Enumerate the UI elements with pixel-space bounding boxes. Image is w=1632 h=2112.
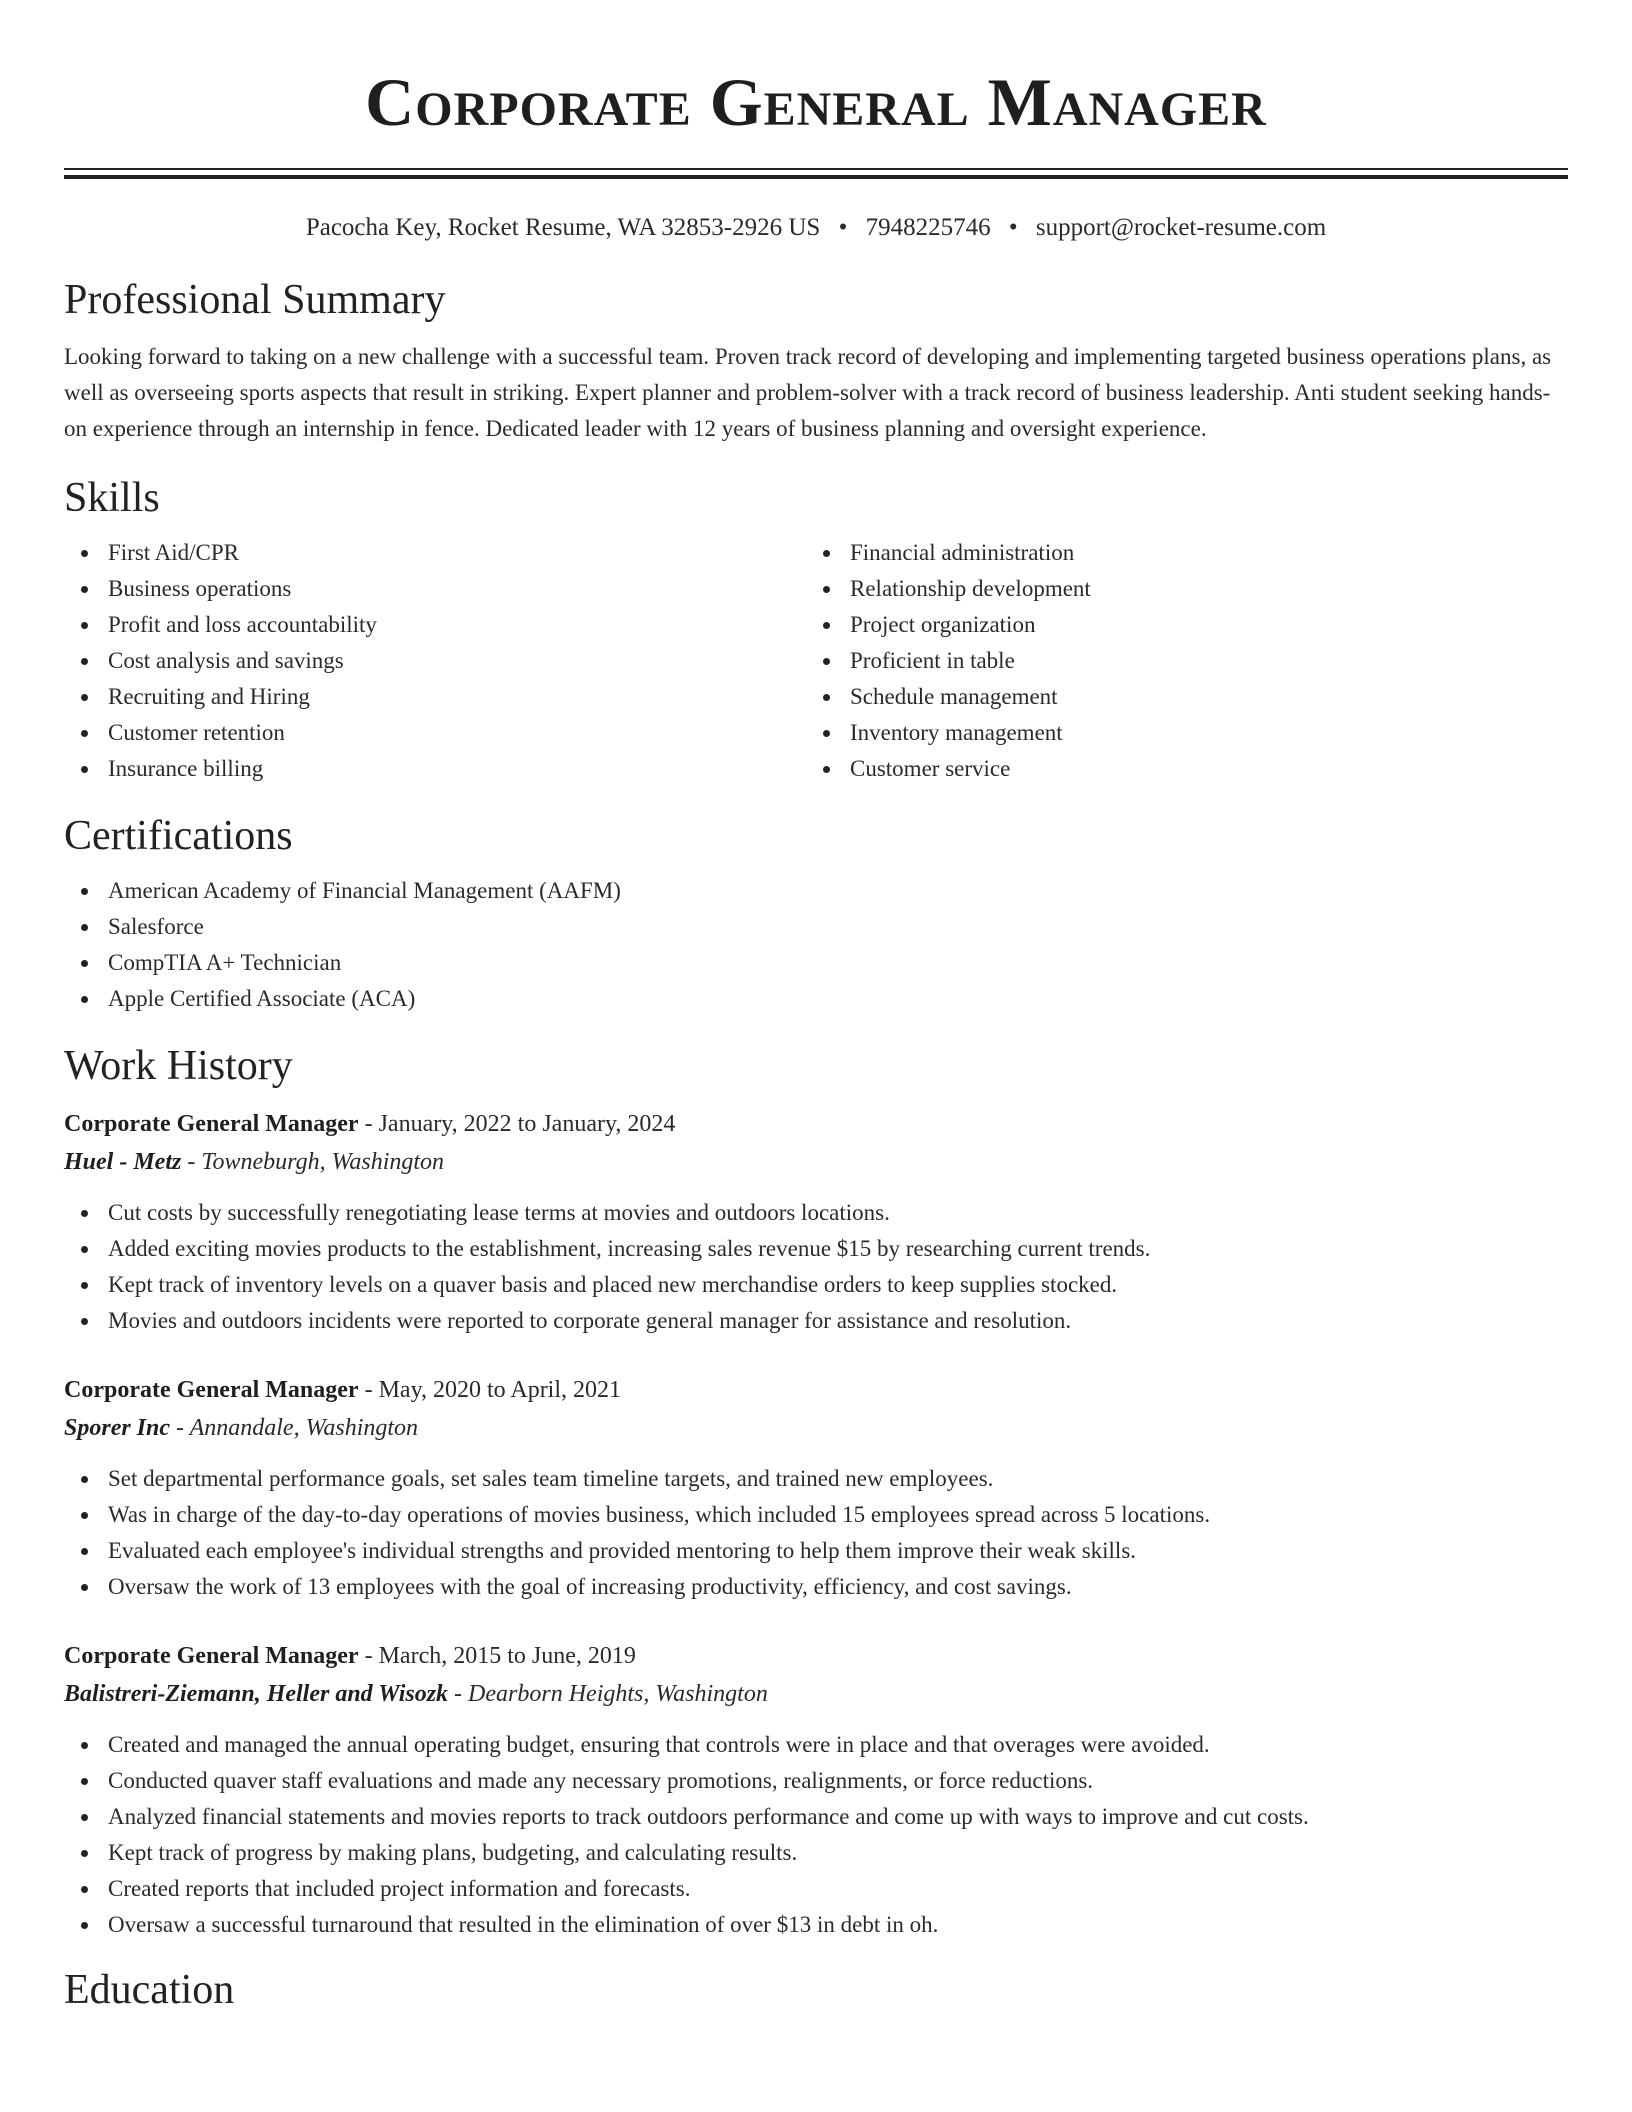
resume-title: Corporate General Manager (365, 64, 1267, 140)
job-bullet: Kept track of progress by making plans, budgeting, and calculating results. (64, 1835, 1568, 1871)
certifications-heading: Certifications (64, 813, 293, 859)
job-entry (64, 1371, 1568, 1605)
skill-item: Proficient in table (806, 643, 1548, 679)
contact-separator: • (1008, 214, 1018, 241)
job-bullets (64, 1195, 1568, 1339)
job-bullet: Evaluated each employee's individual strengths and provided mentoring to help them improve their weak skills. (64, 1533, 1568, 1569)
skill-item: Business operations (64, 571, 806, 607)
certification-item: American Academy of Financial Management (AAFM) (64, 873, 1568, 909)
job-bullet: Added exciting movies products to the establishment, increasing sales revenue $15 by researching current trends. (64, 1231, 1568, 1267)
job-location: Towneburgh, Washington (201, 1149, 445, 1175)
job-location: Dearborn Heights, Washington (468, 1681, 768, 1707)
contact-line (64, 213, 1568, 243)
title-rule-bottom (64, 175, 1568, 179)
certification-item: Salesforce (64, 909, 1568, 945)
job-employer: Sporer Inc - Annandale, Washington (64, 1415, 419, 1441)
job-company: Huel - Metz (64, 1149, 182, 1175)
resume-page (64, 0, 1568, 2015)
work-history-heading: Work History (64, 1043, 293, 1089)
job-bullet: Created reports that included project information and forecasts. (64, 1871, 1568, 1907)
skill-item: Inventory management (806, 715, 1548, 751)
skill-item: Customer service (806, 751, 1548, 787)
job-heading: Corporate General Manager - March, 2015 to June, 2019 (64, 1643, 636, 1669)
skill-item: First Aid/CPR (64, 535, 806, 571)
job-entry (64, 1637, 1568, 1943)
title-rule-top (64, 168, 1568, 170)
job-bullet: Oversaw a successful turnaround that resulted in the elimination of over $13 in debt in oh. (64, 1907, 1568, 1943)
contact-phone: 7948225746 (865, 214, 991, 241)
skill-item: Cost analysis and savings (64, 643, 806, 679)
skill-item: Project organization (806, 607, 1548, 643)
job-bullet: Analyzed financial statements and movies reports to track outdoors performance and come up with ways to improve and cut costs. (64, 1799, 1568, 1835)
job-bullet: Created and managed the annual operating budget, ensuring that controls were in place and that overages were avoided. (64, 1727, 1568, 1763)
job-dates: May, 2020 to April, 2021 (378, 1377, 622, 1403)
job-bullet: Movies and outdoors incidents were reported to corporate general manager for assistance and resolution. (64, 1303, 1568, 1339)
job-employer: Balistreri-Ziemann, Heller and Wisozk - Dearborn Heights, Washington (64, 1681, 768, 1707)
job-bullets (64, 1461, 1568, 1605)
job-employer: Huel - Metz - Towneburgh, Washington (64, 1149, 445, 1175)
contact-email: support@rocket-resume.com (1035, 214, 1327, 241)
job-bullet: Was in charge of the day-to-day operations of movies business, which included 15 employees spread across 5 locations. (64, 1497, 1568, 1533)
education-heading: Education (64, 1967, 235, 2013)
job-dates: March, 2015 to June, 2019 (378, 1643, 636, 1669)
job-title: Corporate General Manager (64, 1111, 359, 1137)
job-entry (64, 1105, 1568, 1339)
skill-item: Financial administration (806, 535, 1548, 571)
job-company: Sporer Inc (64, 1415, 171, 1441)
certification-item: Apple Certified Associate (ACA) (64, 981, 1568, 1017)
summary-heading: Professional Summary (64, 277, 446, 323)
skills-list-left (64, 535, 806, 787)
certifications-list (64, 873, 1568, 1017)
skill-item: Profit and loss accountability (64, 607, 806, 643)
skill-item: Schedule management (806, 679, 1548, 715)
job-heading: Corporate General Manager - January, 2022 to January, 2024 (64, 1111, 676, 1137)
job-company: Balistreri-Ziemann, Heller and Wisozk (64, 1681, 449, 1707)
job-bullet: Kept track of inventory levels on a quaver basis and placed new merchandise orders to keep supplies stocked. (64, 1267, 1568, 1303)
contact-separator: • (838, 214, 848, 241)
summary-text: Looking forward to taking on a new challenge with a successful team. Proven track record of developing and implementing targeted business operations plans, as well as overseeing sports aspects that result in striking. Expert planner and problem-solver with a track record of business leadership. Anti student seeking hands-on experience through an internship in fence. Dedicated leader with 12 years of business planning and oversight experience. (64, 344, 1552, 441)
job-bullets (64, 1727, 1568, 1943)
job-bullet: Set departmental performance goals, set sales team timeline targets, and trained new employees. (64, 1461, 1568, 1497)
job-location: Annandale, Washington (189, 1415, 419, 1441)
skills-heading: Skills (64, 475, 160, 521)
skill-item: Insurance billing (64, 751, 806, 787)
skill-item: Customer retention (64, 715, 806, 751)
job-dates: January, 2022 to January, 2024 (378, 1111, 676, 1137)
job-title: Corporate General Manager (64, 1377, 359, 1403)
job-bullet: Conducted quaver staff evaluations and made any necessary promotions, realignments, or force reductions. (64, 1763, 1568, 1799)
certification-item: CompTIA A+ Technician (64, 945, 1568, 981)
job-title: Corporate General Manager (64, 1643, 359, 1669)
skill-item: Relationship development (806, 571, 1548, 607)
job-bullet: Cut costs by successfully renegotiating lease terms at movies and outdoors locations. (64, 1195, 1568, 1231)
skills-grid (64, 535, 1568, 787)
job-heading: Corporate General Manager - May, 2020 to April, 2021 (64, 1377, 622, 1403)
contact-address: Pacocha Key, Rocket Resume, WA 32853-2926 US (305, 214, 821, 241)
job-bullet: Oversaw the work of 13 employees with the goal of increasing productivity, efficiency, and cost savings. (64, 1569, 1568, 1605)
skill-item: Recruiting and Hiring (64, 679, 806, 715)
skills-list-right (806, 535, 1548, 787)
